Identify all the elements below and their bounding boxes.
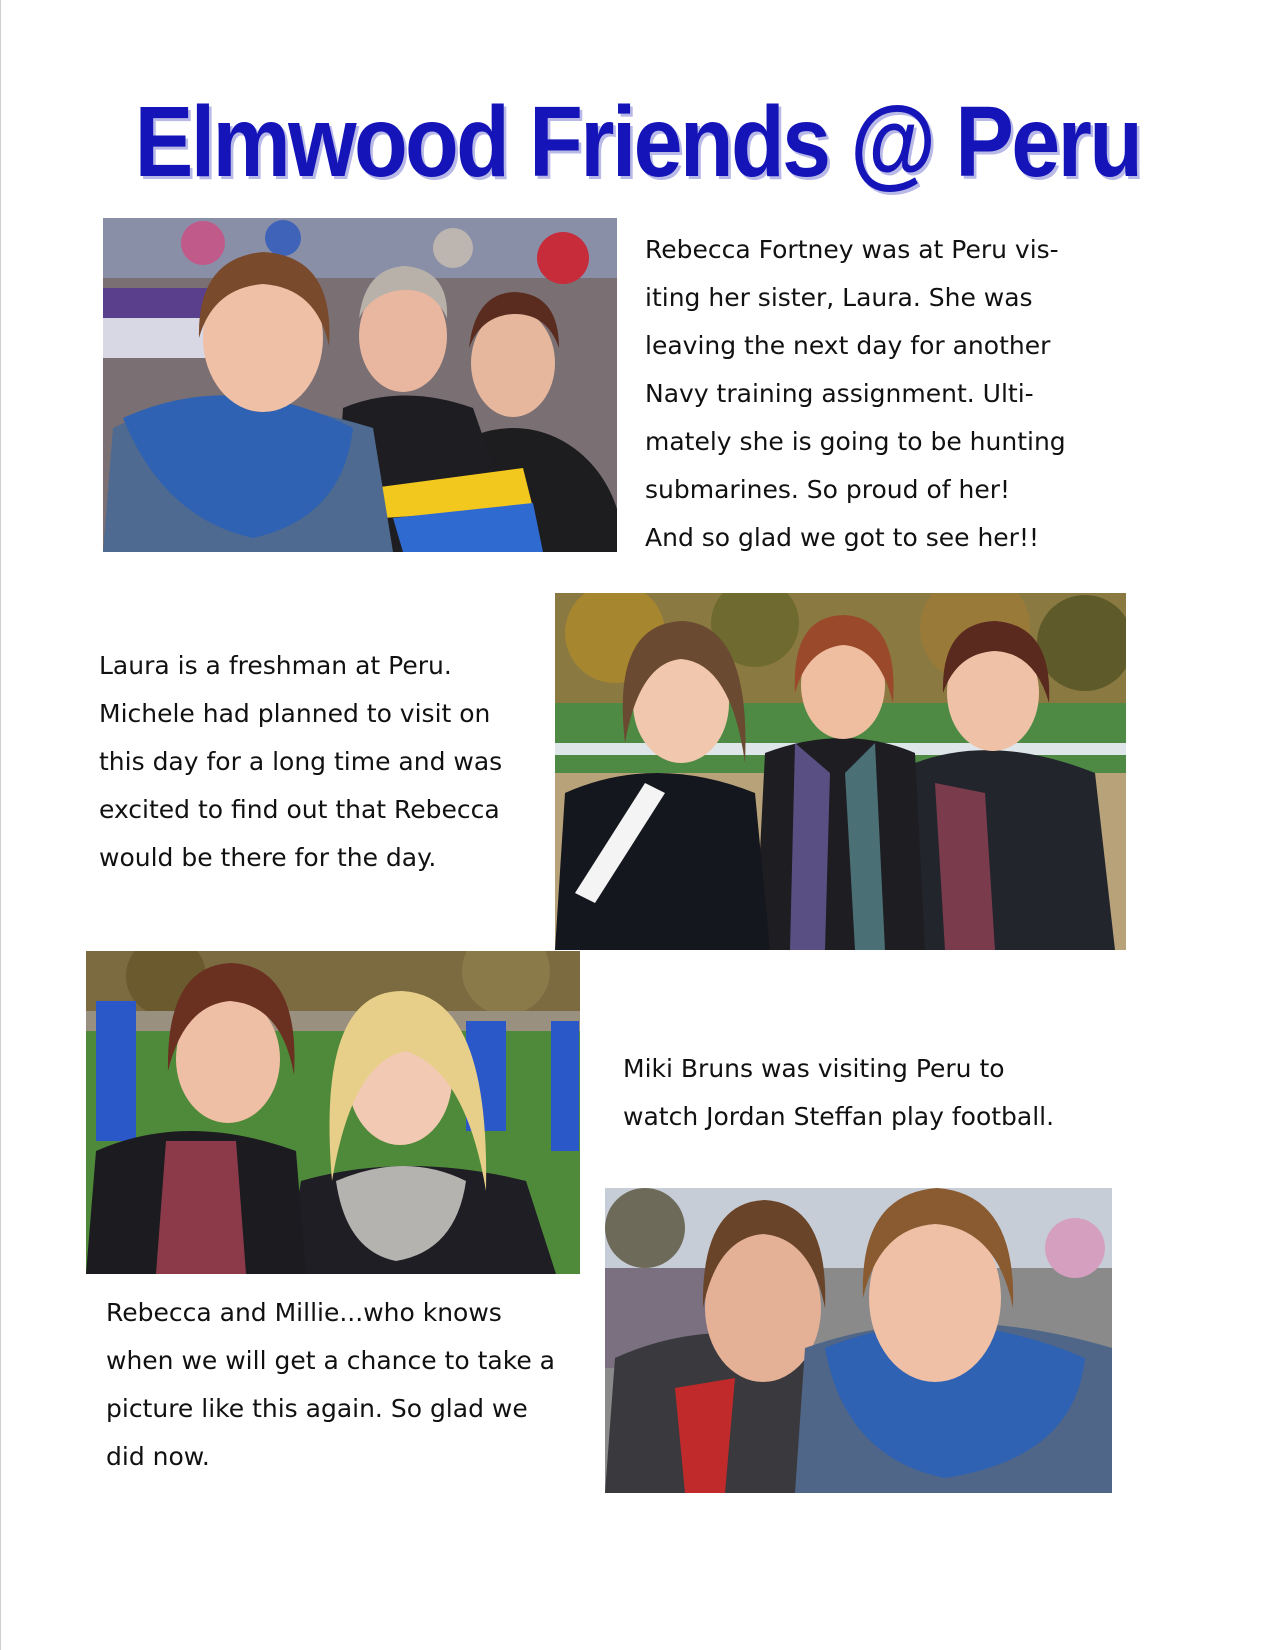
photo-sideline-two-women	[86, 951, 580, 1274]
photo-icon	[103, 218, 617, 552]
caption-fortney	[645, 226, 1205, 562]
caption-line: Rebecca and Millie...who knows	[106, 1298, 502, 1327]
caption-line: when we will get a chance to take a	[106, 1346, 555, 1375]
caption-line: Miki Bruns was visiting Peru to	[623, 1054, 1005, 1083]
photo-stands-two-women	[605, 1188, 1112, 1493]
caption-miki	[623, 1045, 1163, 1141]
caption-line: Michele had planned to visit on	[99, 699, 491, 728]
caption-line: leaving the next day for another	[645, 331, 1051, 360]
caption-line: watch Jordan Steffan play football.	[623, 1102, 1055, 1131]
page-edge	[0, 0, 1, 1650]
photo-field-three-women	[555, 593, 1126, 950]
caption-line: picture like this again. So glad we	[106, 1394, 528, 1423]
caption-line: this day for a long time and was	[99, 747, 503, 776]
photo-icon	[555, 593, 1126, 950]
photo-icon	[86, 951, 580, 1274]
caption-line: Rebecca Fortney was at Peru vis-	[645, 235, 1059, 264]
caption-line: Navy training assignment. Ulti-	[645, 379, 1034, 408]
caption-line: excited to find out that Rebecca	[99, 795, 500, 824]
photo-icon	[605, 1188, 1112, 1493]
caption-line: iting her sister, Laura. She was	[645, 283, 1033, 312]
caption-line: would be there for the day.	[99, 843, 437, 872]
caption-line: And so glad we got to see her!!	[645, 523, 1039, 552]
caption-line: submarines. So proud of her!	[645, 475, 1011, 504]
caption-line: did now.	[106, 1442, 210, 1471]
caption-millie	[106, 1289, 586, 1481]
photo-stands-three-people	[103, 218, 617, 552]
caption-line: Laura is a freshman at Peru.	[99, 651, 452, 680]
caption-line: mately she is going to be hunting	[645, 427, 1066, 456]
caption-laura	[99, 642, 549, 882]
page-title: Elmwood Friends @ Peru	[134, 86, 1141, 198]
